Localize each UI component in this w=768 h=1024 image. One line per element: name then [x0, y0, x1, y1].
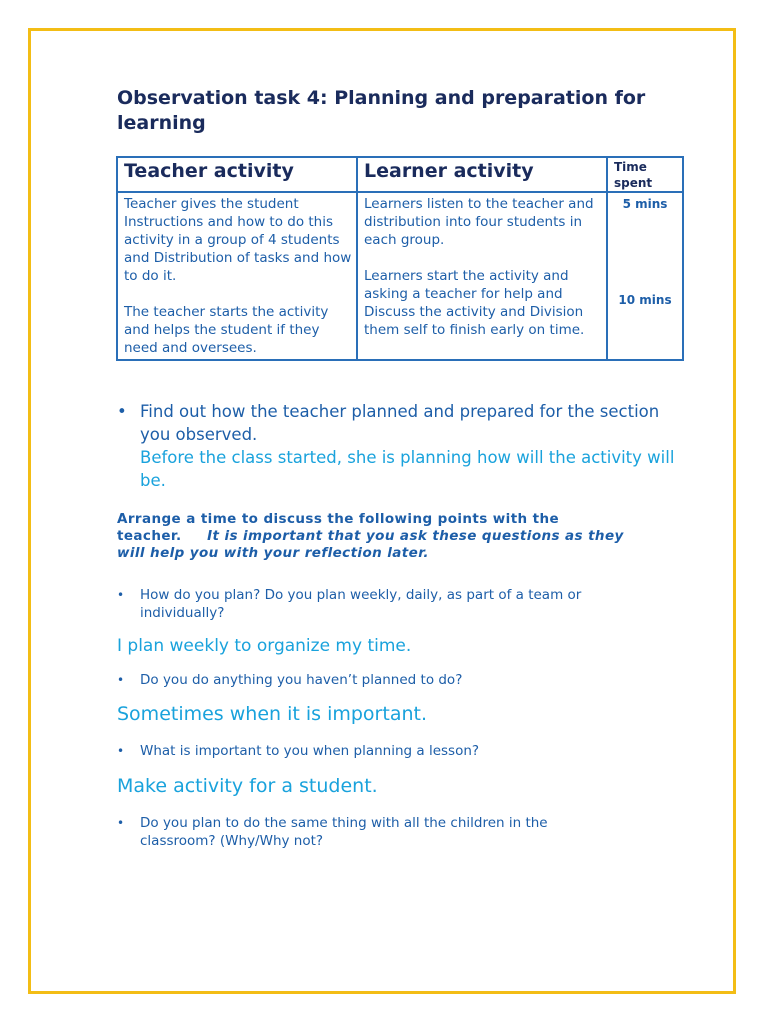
teacher-activity-text-2: The teacher starts the activity and helps the student if they need and oversees. [124, 304, 329, 356]
bullet-icon: • [117, 402, 127, 421]
header-time-spent: Time spent [607, 157, 683, 192]
table-row [117, 192, 683, 360]
question-text-1: How do you plan? Do you plan weekly, daily, as part of a team or individually? [140, 587, 582, 621]
time-spent-2: 10 mins [618, 293, 672, 307]
time-spent-1: 5 mins [622, 197, 668, 211]
time-spent-cell [607, 192, 683, 360]
question-text-2: Do you do anything you haven’t planned to do? [140, 672, 463, 688]
header-teacher-activity: Teacher activity [117, 157, 357, 192]
find-out-item [117, 400, 677, 492]
question-text-3: What is important to you when planning a lesson? [140, 743, 480, 759]
learner-activity-text-2: Learners start the activity and asking a teacher for help and Discuss the activity and Division them self to finish early on time. [364, 268, 585, 338]
answer-text-3: Make activity for a student. [117, 775, 378, 797]
question-text-4: Do you plan to do the same thing with all the children in the classroom? (Why/Why not? [140, 815, 548, 849]
learner-activity-cell [357, 192, 607, 360]
arrange-instructions [117, 511, 637, 562]
bullet-icon: • [117, 816, 125, 830]
bullet-icon: • [117, 744, 125, 758]
arrange-text: Arrange a time to discuss the following points with the teacher. [117, 511, 560, 544]
question-item-3 [117, 742, 617, 760]
teacher-activity-cell [117, 192, 357, 360]
table-header-row [117, 157, 683, 192]
answer-text-1: I plan weekly to organize my time. [117, 636, 412, 656]
question-item-2 [117, 671, 617, 689]
find-out-question: Find out how the teacher planned and prepared for the section you observed. [140, 402, 660, 444]
teacher-activity-text-1: Teacher gives the student Instructions and how to do this activity in a group of 4 students and Distribution of tasks and how to do it. [124, 196, 352, 284]
question-item-1 [117, 586, 617, 622]
activity-table [116, 156, 684, 361]
bullet-icon: • [117, 673, 125, 687]
learner-activity-text-1: Learners listen to the teacher and distribution into four students in each group. [364, 196, 594, 248]
question-item-4 [117, 814, 617, 850]
header-learner-activity: Learner activity [357, 157, 607, 192]
arrange-emphasis: It is important that you ask these questions as they will help you with your reflection later. [117, 528, 624, 561]
find-out-answer: Before the class started, she is planning how will the activity will be. [140, 448, 675, 490]
page-title: Observation task 4: Planning and preparation for learning [117, 87, 646, 134]
answer-text-2: Sometimes when it is important. [117, 703, 427, 725]
bullet-icon: • [117, 588, 125, 602]
